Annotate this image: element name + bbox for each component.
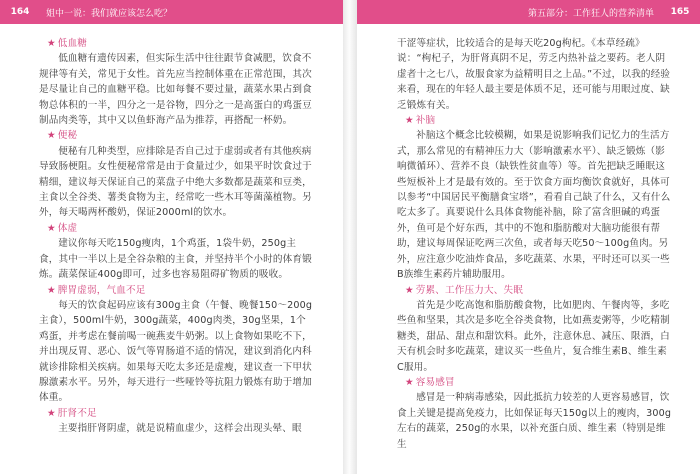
section-heading <box>39 221 315 236</box>
section-heading <box>39 36 315 51</box>
star-icon: ★ <box>405 284 414 296</box>
header-left <box>0 0 343 24</box>
section-heading <box>397 113 673 128</box>
section-title: 低血糖 <box>57 38 87 49</box>
body-paragraph: 主要指肝肾阴虚，就是说精血虚少，这样会出现头晕、眼 <box>58 423 302 435</box>
star-icon: ★ <box>47 38 56 49</box>
header-right <box>357 0 700 24</box>
star-icon: ★ <box>405 376 414 388</box>
section-title: 肝肾不足 <box>57 407 97 419</box>
body-paragraph: 干涩等症状，比较适合的是每天吃20g枸杞。《本草经疏》说：“枸杞子，为肝肾真阴不足，劳乏内热补益之要药。老人阴虚者十之七八，故服食家为益精明目之上品。”不过，以我的经验来看，现在的年轻人最主要是体质不足，还可能与用眼过度、缺乏锻炼有关。 <box>397 38 671 111</box>
section-title: 补脑 <box>415 115 436 127</box>
body-paragraph: 便秘有几种类型，应排除是否自己过于虚弱或者有其他疾病导致肠梗阻。女性便秘常常是由于食量过少，如果平时饮食过于精细，建议每天保证自己的菜盘子中绝大多数都是蔬菜和豆类，主食以全谷类、薯类食物为主，经常吃一些木耳等菌藻植物。另外，每天喝两杯酸奶，保证2000ml的饮水。 <box>39 145 312 219</box>
star-icon: ★ <box>47 407 56 419</box>
running-title-right: 第五部分：工作狂人的营养清单 <box>527 8 654 19</box>
body-paragraph: 补脑这个概念比较模糊，如果是说影响我们记忆力的生活方式，那么常见的有精神压力大（影响激素水平）、缺乏锻炼（影响微循环）、营养不良（缺铁性贫血等）等。首先把缺乏睡眠这些短板补上才是最有效的。至于饮食方面均衡饮食就好，具体可以参考“中国居民平衡膳食宝塔”，看看自己缺了什么，又有什么吃太多了。真要说什么具体食物能补脑，除了富含胆碱的鸡蛋外，鱼可是个好东西，其中的不饱和脂肪酸对大脑功能很有帮助，建议每周保证吃两三次鱼，或者每天吃50～100g鱼肉。另外，应注意少吃油炸食品，多吃蔬菜、水果，平时还可以买一些B族维生素药片辅助服用。 <box>397 130 671 281</box>
page-number-right: 165 <box>670 7 690 17</box>
star-icon: ★ <box>47 130 56 142</box>
section-heading <box>39 283 315 298</box>
body-paragraph: 建议你每天吃150g瘦肉，1个鸡蛋，1袋牛奶，250g主食，其中一半以上是全谷杂粮的主食，并坚持半个小时的体育锻炼。蔬菜保证400g即可，过多也容易阻碍矿物质的吸收。 <box>39 238 312 281</box>
body-paragraph: 每天的饮食起码应该有300g主食（午餐、晚餐150～200g主食），500ml牛奶，300g蔬菜，400g肉类，30g坚果，1个鸡蛋，并考虑在餐前喝一碗燕麦牛奶粥。以上食物如果吃不下，并出现反胃、恶心、饭气等胃肠道不适的情况，建议到消化内科就诊排除相关疾病。如果每天吃太多还是虚瘦，建议查一下甲状腺激素水平。另外，每天进行一些哑铃等抗阻力锻炼有助于增加体重。 <box>39 299 313 404</box>
star-icon: ★ <box>47 284 56 296</box>
left-page-column <box>39 36 315 437</box>
section-heading <box>39 128 315 143</box>
running-title-left: 姐中一说：我们就应该怎么吃？ <box>46 8 173 19</box>
book-gutter <box>343 0 357 474</box>
section-title: 体虚 <box>57 222 78 234</box>
section-heading <box>397 375 673 390</box>
star-icon: ★ <box>405 115 414 127</box>
body-paragraph: 感冒是一种病毒感染，因此抵抗力较差的人更容易感冒，饮食上关键是提高免疫力，比如保证每天150g以上的瘦肉，300g左右的蔬菜，250g的水果，以补充蛋白质、维生素（特别是维生 <box>397 392 672 450</box>
star-icon: ★ <box>47 222 56 234</box>
section-title: 容易感冒 <box>415 376 455 388</box>
section-title: 脾胃虚弱，气血不足 <box>57 284 146 296</box>
body-paragraph: 首先是少吃高饱和脂肪酸食物，比如肥肉、午餐肉等，多吃些鱼和坚果，其次是多吃全谷类食物，比如燕麦粥等，少吃精制糖类，甜品、甜点和甜饮料。此外，注意休息、减压、限酒，白天有机会时多吃蔬菜，建议买一些鱼片，复合维生素B、维生素C服用。 <box>397 299 670 373</box>
body-paragraph: 低血糖有遗传因素，但实际生活中往往跟节食减肥，饮食不规律等有关，常见于女性。首先应当控制体重在正常范围，其次是尽量让自己的血糖平稳。比如每餐不要过量，蔬菜水果占到食物总体积的一半，四分之一是谷物，四分之一是高蛋白的鸡蛋豆制品肉类等，其中又以鱼虾海产品为推荐，再搭配一杯奶。 <box>39 53 312 127</box>
section-title: 劳累、工作压力大、失眠 <box>415 284 523 296</box>
right-page-column <box>397 36 673 452</box>
page-number-left: 164 <box>10 7 30 17</box>
section-heading <box>397 283 673 298</box>
section-heading <box>39 406 315 421</box>
section-title: 便秘 <box>57 130 78 142</box>
